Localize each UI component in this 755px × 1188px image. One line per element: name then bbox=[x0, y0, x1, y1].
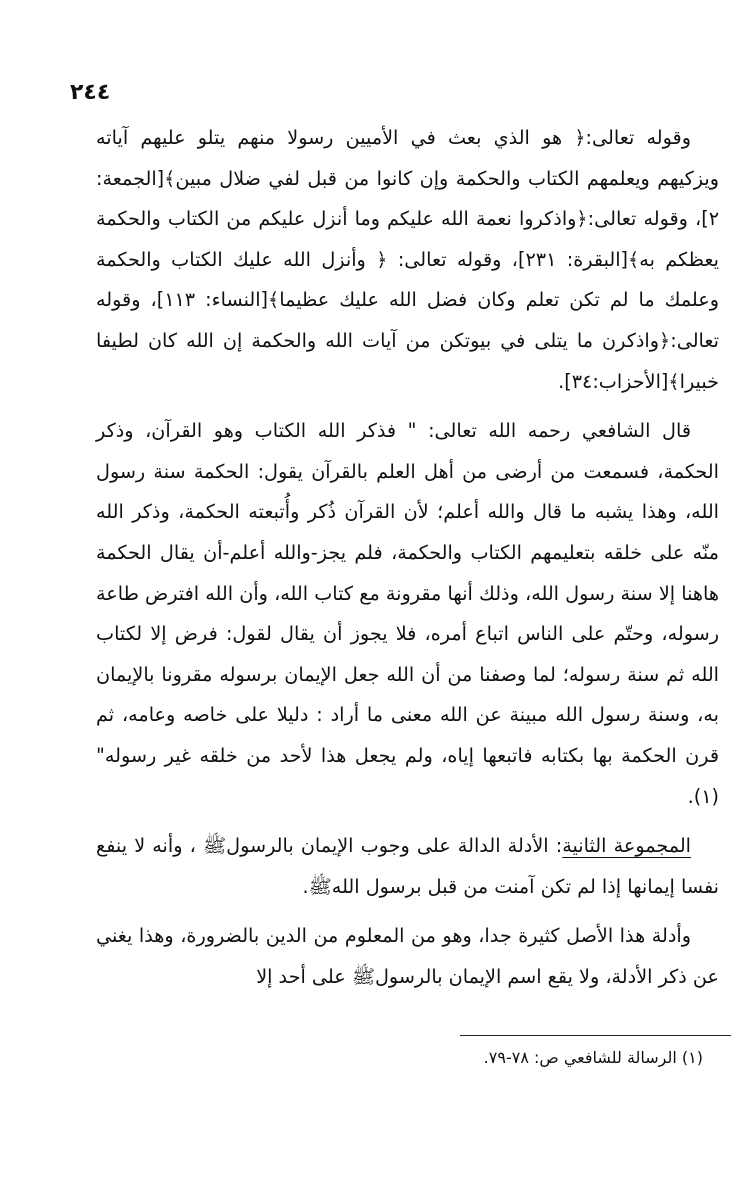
section-heading-text: : الأدلة الدالة على وجوب الإيمان بالرسولﷺ ، وأنه لا ينفع نفسا إيمانها إذا لم تكن آمنت من قبل برسول اللهﷺ. bbox=[96, 834, 719, 898]
main-text bbox=[96, 118, 719, 997]
quran-verses-paragraph: وقوله تعالى:﴿ هو الذي بعث في الأميين رسولا منهم يتلو عليهم آياته ويزكيهم ويعلمهم الكتاب والحكمة وإن كانوا من قبل لفي ضلال مبين﴾[الجمعة: ٢]، وقوله تعالى:﴿واذكروا نعمة الله عليكم وما أنزل عليكم من الكتاب والحكمة يعظكم به﴾[البقرة: ٢٣١]، وقوله تعالى: ﴿ وأنزل الله عليك الكتاب والحكمة وعلمك ما لم تكن تعلم وكان فضل الله عليك عظيما﴾[النساء: ١١٣]، وقوله تعالى:﴿واذكرن ما يتلى في بيوتكن من آيات الله والحكمة إن الله كان لطيفا خبيرا﴾[الأحزاب:٣٤]. bbox=[96, 126, 719, 393]
section-heading: المجموعة الثانية bbox=[562, 834, 692, 858]
shafii-quote-paragraph: قال الشافعي رحمه الله تعالى: " فذكر الله الكتاب وهو القرآن، وذكر الحكمة، فسمعت من أرضى من أهل العلم بالقرآن يقول: الحكمة سنة رسول الله، وهذا يشبه ما قال والله أعلم؛ لأن القرآن ذُكر وأُتبعته الحكمة، وذكر الله منّه على خلقه بتعليمهم الكتاب والحكمة، فلم يجز-والله أعلم-أن يقال الحكمة هاهنا إلا سنة رسول الله، وذلك أنها مقرونة مع كتاب الله، وأن الله افترض طاعة رسوله، وحتّم على الناس اتباع أمره، فلا يجوز أن يقال لقول: فرض إلا لكتاب الله ثم سنة رسوله؛ لما وصفنا من أن الله جعل الإيمان برسوله مقرونا بالإيمان به، وسنة رسول الله مبينة عن الله معنى ما أراد : دليلا على خاصه وعامه، ثم قرن الحكمة بها بكتابه فاتبعها إياه، ولم يجعل هذا لأحد من خلقه غير رسوله"(١). bbox=[96, 419, 719, 808]
footnote: (١) الرسالة للشافعي ص: ٧٨-٧٩. bbox=[483, 1048, 703, 1067]
evidence-paragraph: وأدلة هذا الأصل كثيرة جدا، وهو من المعلوم من الدين بالضرورة، وهذا يغني عن ذكر الأدلة، ولا يقع اسم الإيمان بالرسولﷺ على أحد إلا bbox=[96, 924, 719, 988]
page-number: ٢٤٤ bbox=[70, 80, 111, 105]
second-group-paragraph bbox=[96, 826, 719, 907]
footnote-divider bbox=[460, 1035, 731, 1036]
